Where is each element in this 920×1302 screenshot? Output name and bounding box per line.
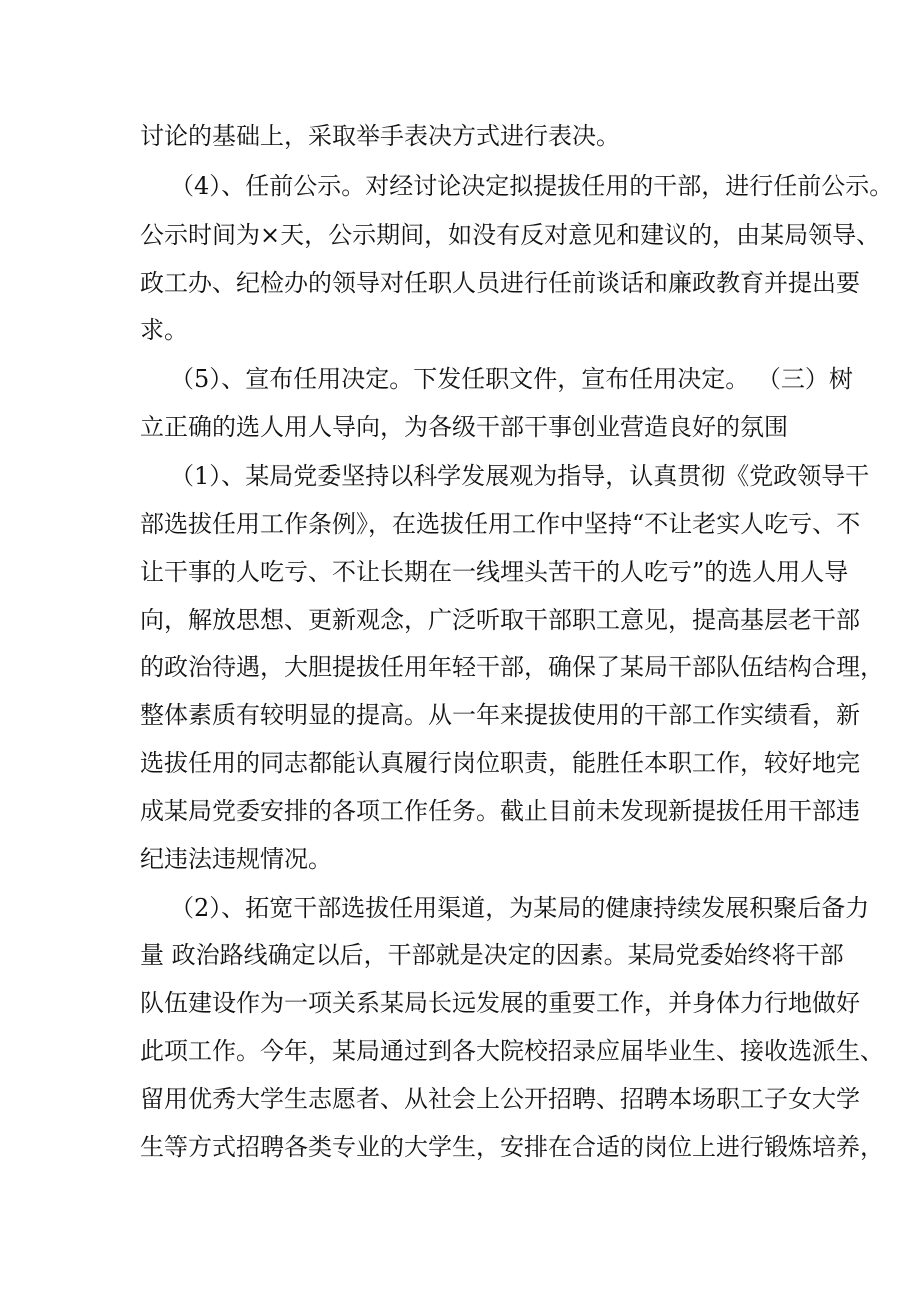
- text-line: 此项工作。今年，某局通过到各大院校招录应届毕业生、接收选派生、: [140, 1037, 884, 1065]
- text-line: 讨论的基础上，采取举手表决方式进行表决。: [140, 122, 620, 150]
- text-line: 求。: [140, 316, 188, 344]
- text-line: 选拔任用的同志都能认真履行岗位职责，能胜任本职工作，较好地完: [140, 749, 860, 777]
- text-line: 成某局党委安排的各项工作任务。截止目前未发现新提拔任用干部违: [140, 797, 860, 825]
- text-line: 生等方式招聘各类专业的大学生，安排在合适的岗位上进行锻炼培养，: [140, 1133, 884, 1161]
- text-line: （5）、宣布任用决定。下发任职文件，宣布任用决定。 （三）树: [170, 365, 853, 393]
- text-line: 部选拔任用工作条例》，在选拔任用工作中坚持“不让老实人吃亏、不: [140, 510, 861, 538]
- text-line: 纪违法违规情况。: [140, 845, 332, 873]
- text-line: 向，解放思想、更新观念，广泛听取干部职工意见，提高基层老干部: [140, 606, 860, 634]
- text-line: 公示时间为×天，公示期间，如没有反对意见和建议的，由某局领导、: [140, 221, 881, 249]
- text-line: （4）、任前公示。对经讨论决定拟提拔任用的干部，进行任前公示。: [170, 172, 894, 200]
- text-line: 的政治待遇，大胆提拔任用年轻干部，确保了某局干部队伍结构合理，: [140, 653, 884, 681]
- text-line: 量 政治路线确定以后，干部就是决定的因素。某局党委始终将干部: [140, 941, 844, 969]
- text-line: 整体素质有较明显的提高。从一年来提拔使用的干部工作实绩看，新: [140, 701, 860, 729]
- text-line: （2）、拓宽干部选拔任用渠道，为某局的健康持续发展积聚后备力: [170, 894, 870, 922]
- text-line: 队伍建设作为一项关系某局长远发展的重要工作，并身体力行地做好: [140, 989, 860, 1017]
- text-line: 立正确的选人用人导向，为各级干部干事创业营造良好的氛围: [140, 413, 788, 441]
- text-line: 留用优秀大学生志愿者、从社会上公开招聘、招聘本场职工子女大学: [140, 1085, 860, 1113]
- text-line: 让干事的人吃亏、不让长期在一线埋头苦干的人吃亏”的选人用人导: [140, 558, 849, 586]
- text-line: （1）、某局党委坚持以科学发展观为指导，认真贯彻《党政领导干: [170, 462, 870, 490]
- text-line: 政工办、纪检办的领导对任职人员进行任前谈话和廉政教育并提出要: [140, 269, 860, 297]
